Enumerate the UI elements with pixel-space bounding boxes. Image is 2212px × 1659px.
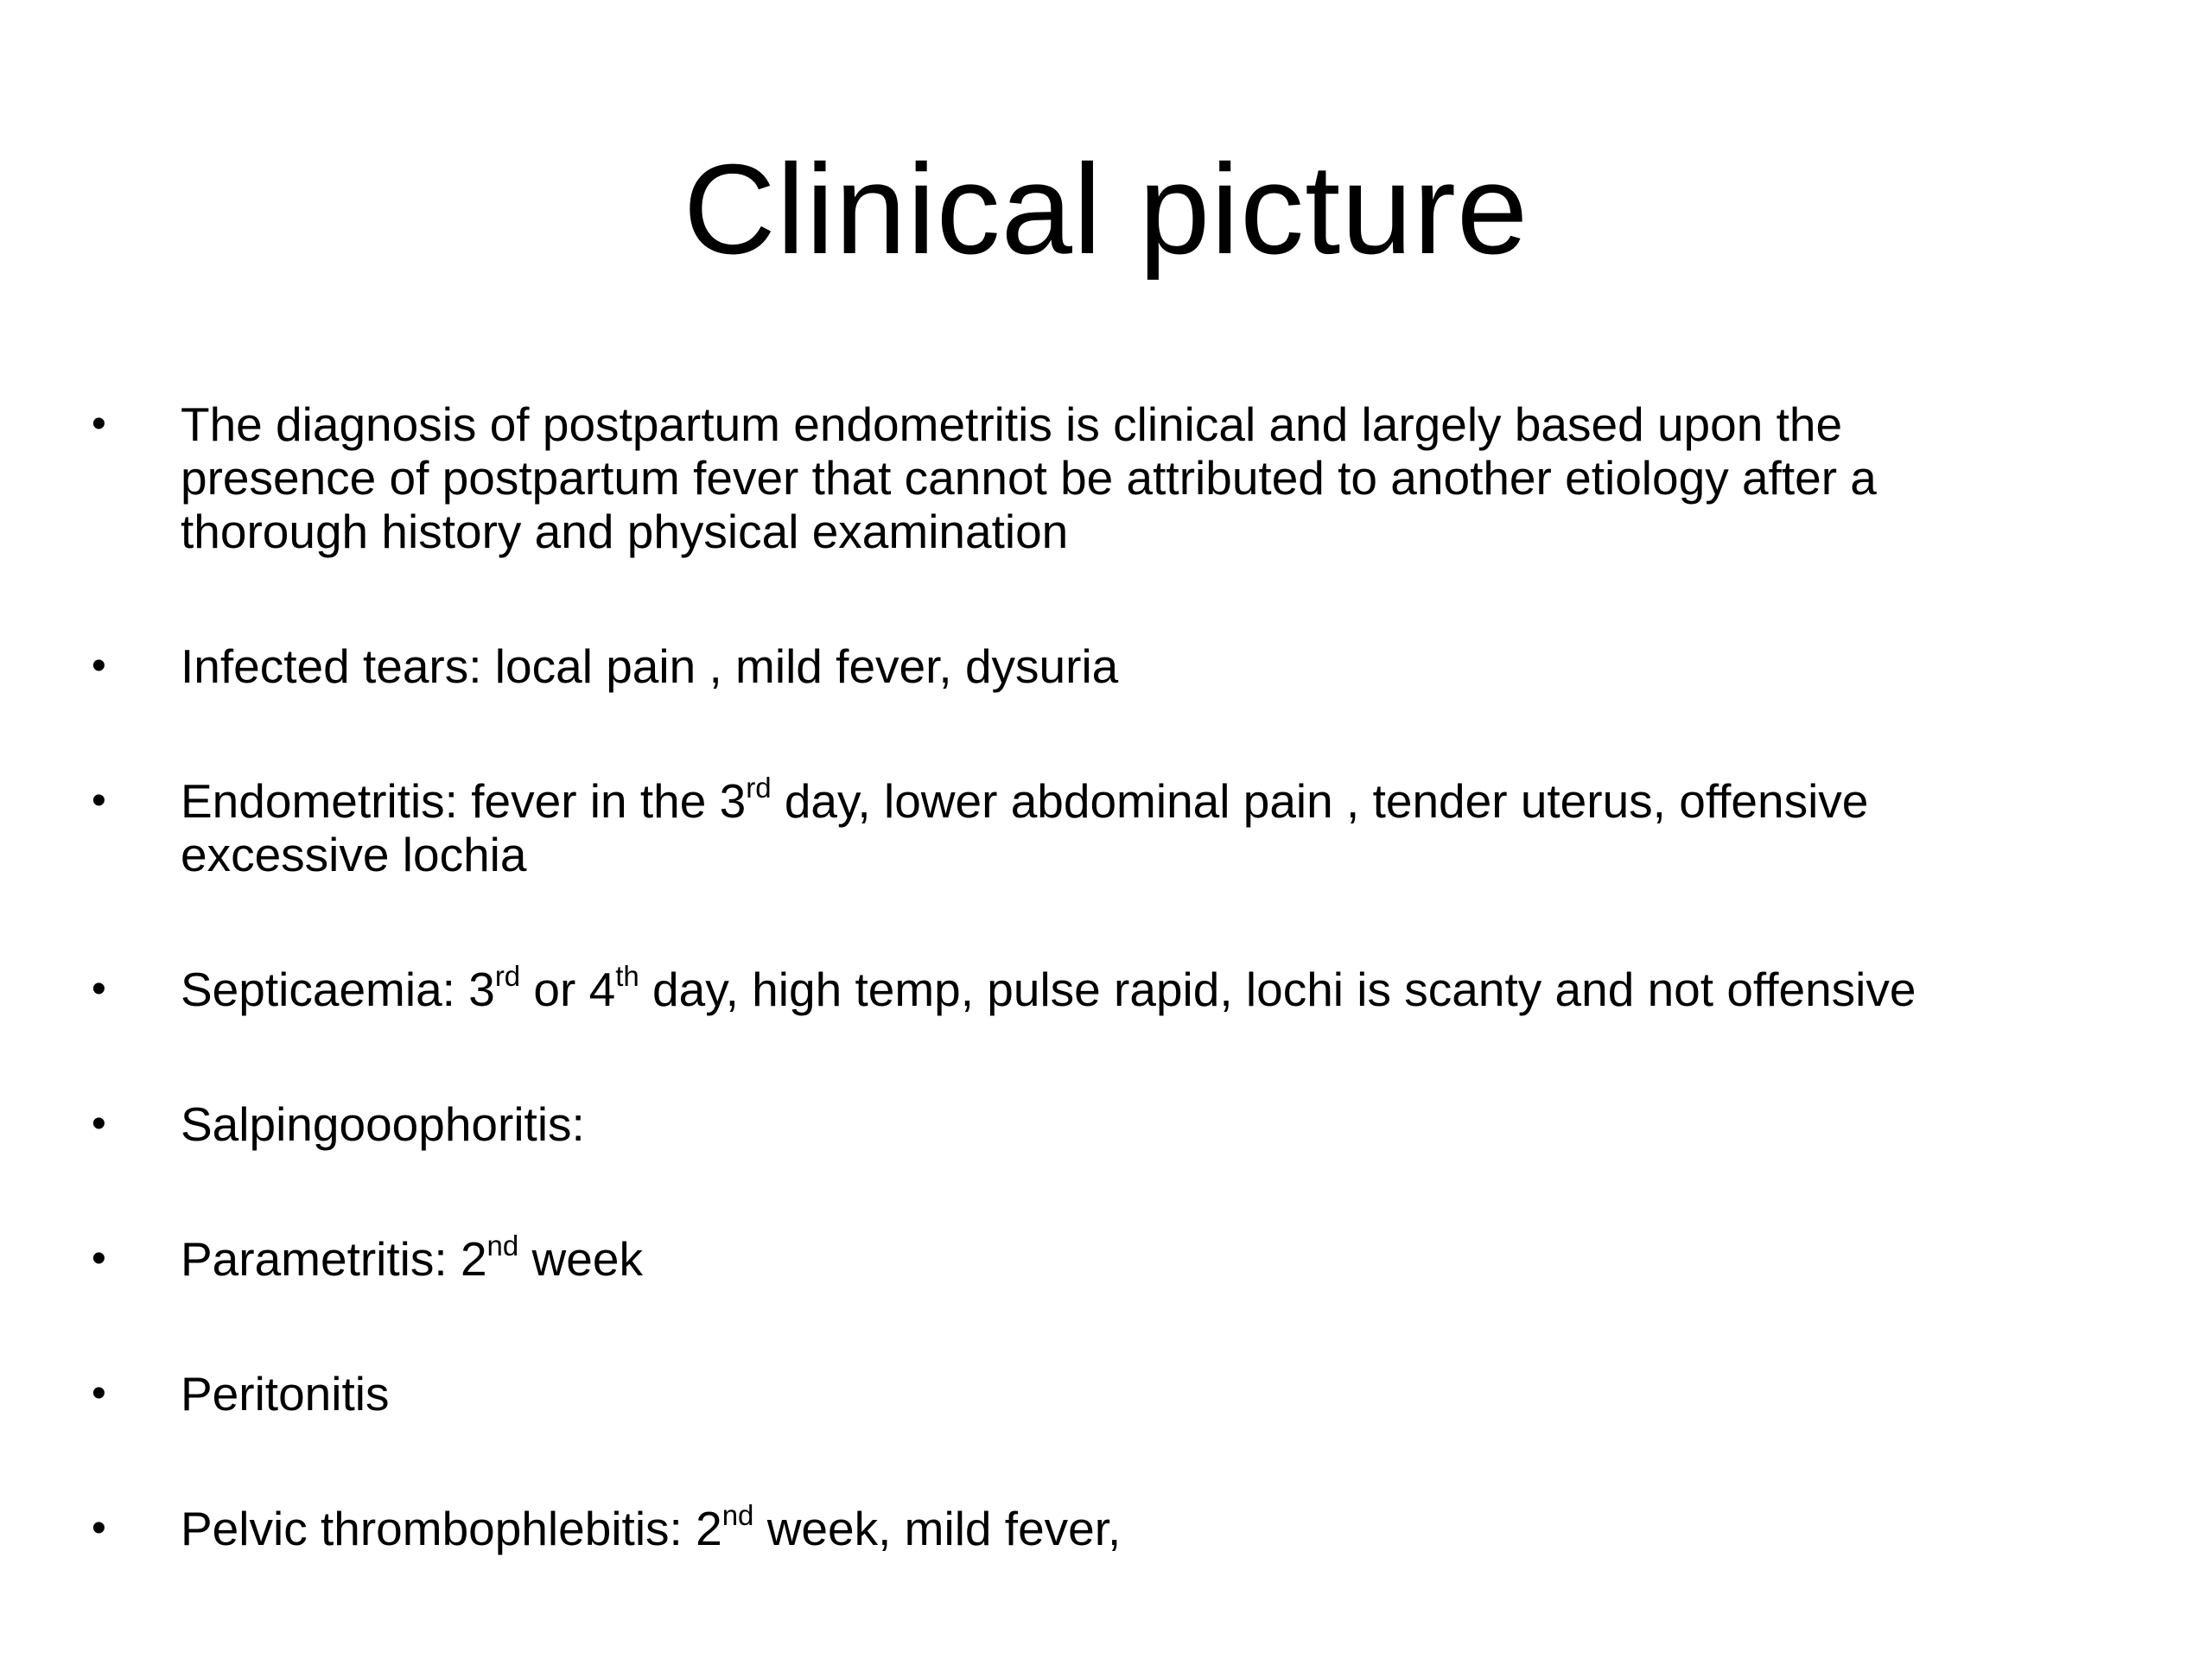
text-segment: Endometritis: fever in the 3 [181, 774, 747, 828]
superscript: nd [486, 1230, 519, 1262]
bullet-text: Peritonitis [181, 1367, 390, 1421]
text-segment: day, lower abdominal pain , tender uterus, offensive [771, 774, 1869, 828]
bullet-text [181, 397, 1877, 558]
text-segment: Parametritis: 2 [181, 1232, 487, 1286]
bullet-line: excessive lochia [181, 828, 527, 881]
bullet-text: Salpingooophoritis: [181, 1097, 585, 1151]
superscript: rd [494, 960, 521, 993]
superscript: th [615, 960, 639, 993]
text-segment: week, mild fever, [753, 1502, 1122, 1555]
text-segment: Septicaemia: 3 [181, 963, 495, 1016]
bullet-dot: • [92, 778, 106, 823]
bullet-dot: • [92, 1236, 106, 1281]
bullet-dot: • [92, 1370, 106, 1416]
bullet-dot: • [92, 643, 106, 689]
bullet-dot: • [92, 401, 106, 447]
text-segment: or 4 [520, 963, 616, 1016]
slide-title: Clinical picture [683, 138, 1529, 281]
bullet-dot: • [92, 1101, 106, 1147]
bullet-text [181, 1499, 1122, 1555]
text-segment: day, high temp, pulse rapid, lochi is scanty and not offensive [639, 963, 1916, 1016]
bullet-line [181, 774, 1868, 828]
bullet-line: The diagnosis of postpartum endometritis is clinical and largely based upon the [181, 397, 1843, 451]
bullet-text: Infected tears: local pain , mild fever, dysuria [181, 639, 1119, 693]
bullet-text [181, 1232, 643, 1286]
text-segment: week [518, 1232, 643, 1286]
bullet-text [181, 774, 1868, 881]
bullet-dot: • [92, 966, 106, 1012]
superscript: rd [746, 772, 772, 804]
bullet-line: thorough history and physical examination [181, 505, 1069, 558]
text-segment: Pelvic thrombophlebitis: 2 [181, 1502, 722, 1555]
superscript: nd [721, 1499, 754, 1532]
bullet-dot: • [92, 1505, 106, 1551]
bullet-text [181, 960, 1916, 1016]
bullet-line: presence of postpartum fever that cannot be attributed to another etiology after a [181, 451, 1877, 505]
